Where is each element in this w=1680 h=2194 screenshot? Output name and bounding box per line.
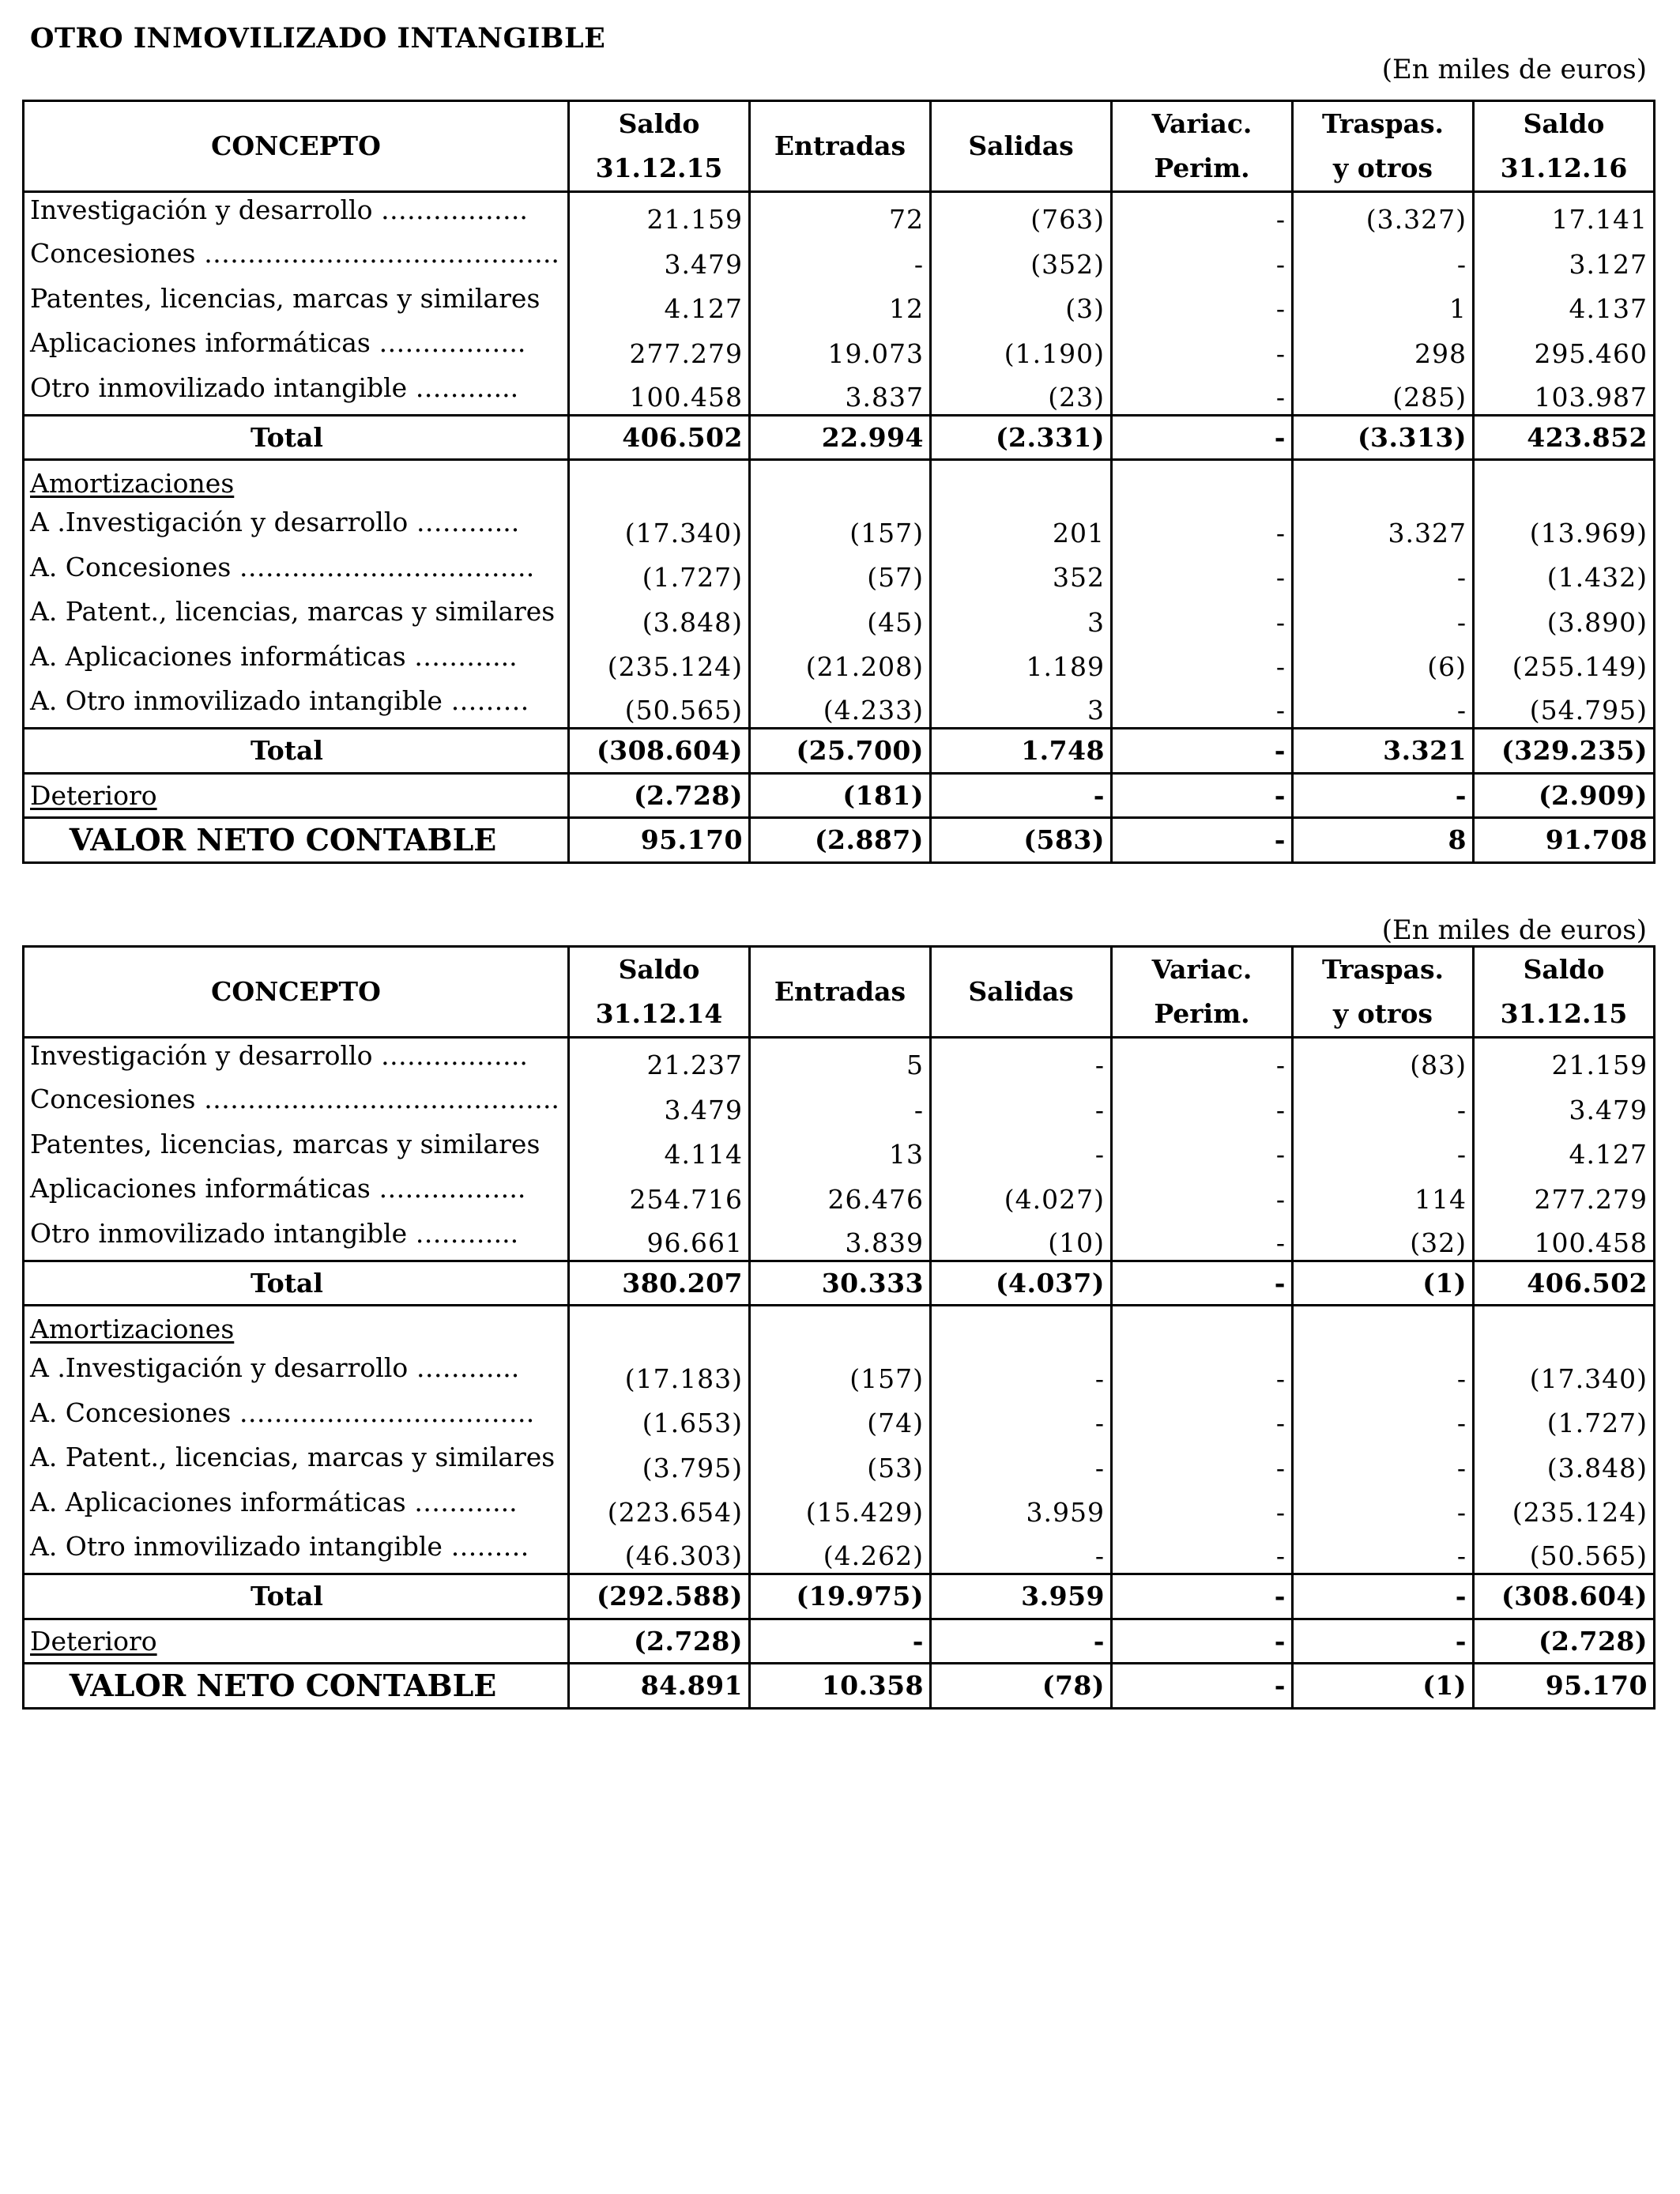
- col-header-traspas-otros: Traspas. y otros: [1293, 947, 1474, 1038]
- header-row: [24, 101, 1655, 192]
- row-label: Otro inmovilizado intangible ………...: [24, 1216, 569, 1261]
- value-cell: 3.127: [1474, 236, 1655, 281]
- value-cell: -: [1112, 1171, 1293, 1216]
- value-cell: 3: [931, 684, 1112, 729]
- value-cell: (3.848): [569, 594, 750, 639]
- col-header-variac-perim: Variac. Perim.: [1112, 947, 1293, 1038]
- value-cell: -: [1293, 236, 1474, 281]
- value-cell: -: [1293, 594, 1474, 639]
- value-cell: -: [1293, 1529, 1474, 1574]
- table-row: [24, 236, 1655, 281]
- col-header-concepto: CONCEPTO: [24, 101, 569, 192]
- value-cell: -: [1112, 684, 1293, 729]
- table-row: [24, 1038, 1655, 1083]
- row-label: A. Aplicaciones informáticas ………...: [24, 1485, 569, 1530]
- col-header-saldo-inicial: Saldo 31.12.14: [569, 947, 750, 1038]
- row-label: A. Otro inmovilizado intangible ………: [24, 684, 569, 729]
- value-cell: (2.728): [569, 773, 750, 818]
- value-cell: (23): [931, 371, 1112, 416]
- value-cell: 201: [931, 505, 1112, 550]
- value-cell: -: [1112, 1574, 1293, 1619]
- value-cell: 1.748: [931, 729, 1112, 774]
- section-heading-row: [24, 460, 1655, 506]
- value-cell: (17.183): [569, 1351, 750, 1396]
- value-cell: (352): [931, 236, 1112, 281]
- value-cell: (3): [931, 281, 1112, 326]
- value-cell: 254.716: [569, 1171, 750, 1216]
- value-cell: 352: [931, 550, 1112, 595]
- value-cell: 91.708: [1474, 818, 1655, 863]
- row-label: Concesiones …………………………………..: [24, 1082, 569, 1127]
- value-cell: 8: [1293, 818, 1474, 863]
- vnc-label: VALOR NETO CONTABLE: [24, 1664, 569, 1709]
- value-cell: (3.327): [1293, 192, 1474, 237]
- value-cell: 4.114: [569, 1127, 750, 1172]
- table-row: [24, 281, 1655, 326]
- value-cell: (45): [750, 594, 931, 639]
- value-cell: -: [1293, 773, 1474, 818]
- value-cell: (74): [750, 1396, 931, 1441]
- value-cell: (53): [750, 1440, 931, 1485]
- table-row: [24, 550, 1655, 595]
- total-row: [24, 415, 1655, 460]
- value-cell: (1): [1293, 1664, 1474, 1709]
- value-cell: 103.987: [1474, 371, 1655, 416]
- col-header-salidas: Salidas: [931, 947, 1112, 1038]
- value-cell: 380.207: [569, 1261, 750, 1306]
- value-cell: (57): [750, 550, 931, 595]
- value-cell: (1.190): [931, 326, 1112, 371]
- table-row: [24, 505, 1655, 550]
- value-cell: (3.313): [1293, 415, 1474, 460]
- vnc-label: VALOR NETO CONTABLE: [24, 818, 569, 863]
- value-cell: -: [1112, 326, 1293, 371]
- value-cell: 96.661: [569, 1216, 750, 1261]
- value-cell: (2.728): [1474, 1619, 1655, 1664]
- col-header-concepto: CONCEPTO: [24, 947, 569, 1038]
- value-cell: 4.127: [1474, 1127, 1655, 1172]
- value-cell: -: [1293, 1619, 1474, 1664]
- table-row: [24, 1485, 1655, 1530]
- value-cell: (308.604): [1474, 1574, 1655, 1619]
- value-cell: (157): [750, 1351, 931, 1396]
- value-cell: 3.327: [1293, 505, 1474, 550]
- value-cell: -: [1112, 594, 1293, 639]
- value-cell: -: [1293, 1485, 1474, 1530]
- value-cell: 4.137: [1474, 281, 1655, 326]
- value-cell: (19.975): [750, 1574, 931, 1619]
- value-cell: -: [1112, 1529, 1293, 1574]
- row-label: Aplicaciones informáticas ……………..: [24, 326, 569, 371]
- value-cell: (1.653): [569, 1396, 750, 1441]
- value-cell: -: [931, 1038, 1112, 1083]
- units-note: (En miles de euros): [1381, 54, 1647, 85]
- table-row: [24, 1351, 1655, 1396]
- col-header-saldo-inicial: Saldo 31.12.15: [569, 101, 750, 192]
- table-row: [24, 639, 1655, 684]
- row-label: Investigación y desarrollo ……………..: [24, 1038, 569, 1083]
- value-cell: (10): [931, 1216, 1112, 1261]
- value-cell: -: [1112, 505, 1293, 550]
- value-cell: (2.728): [569, 1619, 750, 1664]
- value-cell: 3.959: [931, 1574, 1112, 1619]
- value-cell: 12: [750, 281, 931, 326]
- row-label: Otro inmovilizado intangible ………...: [24, 371, 569, 416]
- deterioro-row: [24, 1619, 1655, 1664]
- col-header-entradas: Entradas: [750, 101, 931, 192]
- value-cell: 22.994: [750, 415, 931, 460]
- value-cell: -: [750, 1619, 931, 1664]
- value-cell: (2.909): [1474, 773, 1655, 818]
- table-row: [24, 1440, 1655, 1485]
- row-label: A. Concesiones …………………………….: [24, 550, 569, 595]
- table-row: [24, 594, 1655, 639]
- total-label: Total: [24, 1261, 569, 1306]
- value-cell: -: [1293, 1574, 1474, 1619]
- section-heading-row: [24, 1306, 1655, 1351]
- value-cell: 72: [750, 192, 931, 237]
- value-cell: -: [1112, 1216, 1293, 1261]
- total-label: Total: [24, 729, 569, 774]
- units-note: (En miles de euros): [1381, 914, 1647, 946]
- value-cell: 100.458: [569, 371, 750, 416]
- value-cell: (17.340): [1474, 1351, 1655, 1396]
- value-cell: 298: [1293, 326, 1474, 371]
- value-cell: (157): [750, 505, 931, 550]
- value-cell: (78): [931, 1664, 1112, 1709]
- row-label: A .Investigación y desarrollo ………...: [24, 505, 569, 550]
- value-cell: 277.279: [569, 326, 750, 371]
- value-cell: (50.565): [1474, 1529, 1655, 1574]
- value-cell: 3.479: [569, 1082, 750, 1127]
- value-cell: 21.159: [569, 192, 750, 237]
- value-cell: 1.189: [931, 639, 1112, 684]
- col-header-saldo-final: Saldo 31.12.16: [1474, 101, 1655, 192]
- row-label: A. Concesiones …………………………….: [24, 1396, 569, 1441]
- value-cell: 3.479: [569, 236, 750, 281]
- deterioro-row: [24, 773, 1655, 818]
- value-cell: (13.969): [1474, 505, 1655, 550]
- value-cell: -: [1112, 729, 1293, 774]
- value-cell: 21.237: [569, 1038, 750, 1083]
- value-cell: -: [1112, 639, 1293, 684]
- value-cell: -: [931, 1440, 1112, 1485]
- value-cell: -: [1293, 1351, 1474, 1396]
- value-cell: -: [1112, 1351, 1293, 1396]
- value-cell: (285): [1293, 371, 1474, 416]
- value-cell: (235.124): [569, 639, 750, 684]
- col-header-saldo-final: Saldo 31.12.15: [1474, 947, 1655, 1038]
- value-cell: (50.565): [569, 684, 750, 729]
- value-cell: 406.502: [1474, 1261, 1655, 1306]
- value-cell: (54.795): [1474, 684, 1655, 729]
- value-cell: 3.839: [750, 1216, 931, 1261]
- value-cell: 4.127: [569, 281, 750, 326]
- value-cell: (4.027): [931, 1171, 1112, 1216]
- value-cell: 21.159: [1474, 1038, 1655, 1083]
- value-cell: (17.340): [569, 505, 750, 550]
- value-cell: (1.432): [1474, 550, 1655, 595]
- intangible-table-2015: [22, 945, 1656, 1710]
- value-cell: 3.479: [1474, 1082, 1655, 1127]
- value-cell: 3.321: [1293, 729, 1474, 774]
- value-cell: -: [931, 1396, 1112, 1441]
- value-cell: 19.073: [750, 326, 931, 371]
- table-row: [24, 1396, 1655, 1441]
- value-cell: -: [1293, 684, 1474, 729]
- amortizaciones-heading: Amortizaciones: [30, 467, 235, 499]
- total-label: Total: [24, 1574, 569, 1619]
- value-cell: -: [931, 773, 1112, 818]
- value-cell: (4.233): [750, 684, 931, 729]
- value-cell: 3: [931, 594, 1112, 639]
- value-cell: -: [931, 1351, 1112, 1396]
- value-cell: -: [1112, 1396, 1293, 1441]
- value-cell: -: [1112, 192, 1293, 237]
- value-cell: 95.170: [1474, 1664, 1655, 1709]
- value-cell: -: [1112, 281, 1293, 326]
- value-cell: 114: [1293, 1171, 1474, 1216]
- value-cell: -: [1112, 818, 1293, 863]
- value-cell: 423.852: [1474, 415, 1655, 460]
- amortizaciones-heading: Amortizaciones: [30, 1313, 235, 1344]
- value-cell: (235.124): [1474, 1485, 1655, 1530]
- value-cell: (292.588): [569, 1574, 750, 1619]
- total-label: Total: [24, 415, 569, 460]
- amortization-total-row: [24, 1574, 1655, 1619]
- value-cell: -: [1112, 415, 1293, 460]
- value-cell: -: [1112, 1261, 1293, 1306]
- value-cell: -: [1112, 1485, 1293, 1530]
- table-row: [24, 1529, 1655, 1574]
- value-cell: (4.262): [750, 1529, 931, 1574]
- value-cell: 26.476: [750, 1171, 931, 1216]
- value-cell: -: [1293, 550, 1474, 595]
- value-cell: -: [750, 236, 931, 281]
- value-cell: -: [1112, 550, 1293, 595]
- value-cell: 1: [1293, 281, 1474, 326]
- value-cell: 17.141: [1474, 192, 1655, 237]
- value-cell: (83): [1293, 1038, 1474, 1083]
- value-cell: -: [931, 1127, 1112, 1172]
- value-cell: (2.887): [750, 818, 931, 863]
- row-label: Patentes, licencias, marcas y similares: [24, 281, 569, 326]
- table-row: [24, 1216, 1655, 1261]
- value-cell: 100.458: [1474, 1216, 1655, 1261]
- value-cell: -: [1112, 236, 1293, 281]
- value-cell: (255.149): [1474, 639, 1655, 684]
- value-cell: (32): [1293, 1216, 1474, 1261]
- col-header-variac-perim: Variac. Perim.: [1112, 101, 1293, 192]
- value-cell: -: [931, 1082, 1112, 1127]
- value-cell: -: [1112, 1082, 1293, 1127]
- value-cell: 30.333: [750, 1261, 931, 1306]
- value-cell: 95.170: [569, 818, 750, 863]
- value-cell: -: [1112, 371, 1293, 416]
- row-label: Aplicaciones informáticas ……………..: [24, 1171, 569, 1216]
- value-cell: -: [1112, 1038, 1293, 1083]
- row-label: Investigación y desarrollo ……………..: [24, 192, 569, 237]
- value-cell: -: [1293, 1127, 1474, 1172]
- valor-neto-contable-row: [24, 818, 1655, 863]
- value-cell: 3.837: [750, 371, 931, 416]
- value-cell: 295.460: [1474, 326, 1655, 371]
- intangible-table-2016: [22, 100, 1656, 864]
- table-row: [24, 1171, 1655, 1216]
- deterioro-label: Deterioro: [30, 1625, 157, 1657]
- total-row: [24, 1261, 1655, 1306]
- col-header-traspas-otros: Traspas. y otros: [1293, 101, 1474, 192]
- row-label: A. Patent., licencias, marcas y similares: [24, 594, 569, 639]
- value-cell: (223.654): [569, 1485, 750, 1530]
- value-cell: (181): [750, 773, 931, 818]
- table-row: [24, 326, 1655, 371]
- value-cell: -: [1112, 1127, 1293, 1172]
- header-row: [24, 947, 1655, 1038]
- table-row: [24, 371, 1655, 416]
- value-cell: (3.890): [1474, 594, 1655, 639]
- amortization-total-row: [24, 729, 1655, 774]
- value-cell: 277.279: [1474, 1171, 1655, 1216]
- table-row: [24, 684, 1655, 729]
- value-cell: (308.604): [569, 729, 750, 774]
- value-cell: -: [1112, 1664, 1293, 1709]
- value-cell: -: [750, 1082, 931, 1127]
- col-header-salidas: Salidas: [931, 101, 1112, 192]
- row-label: Patentes, licencias, marcas y similares: [24, 1127, 569, 1172]
- value-cell: (3.848): [1474, 1440, 1655, 1485]
- value-cell: (3.795): [569, 1440, 750, 1485]
- value-cell: (15.429): [750, 1485, 931, 1530]
- value-cell: -: [1112, 1619, 1293, 1664]
- value-cell: -: [1112, 773, 1293, 818]
- row-label: Concesiones …………………………………..: [24, 236, 569, 281]
- row-label: A .Investigación y desarrollo ………...: [24, 1351, 569, 1396]
- value-cell: (1.727): [1474, 1396, 1655, 1441]
- value-cell: 5: [750, 1038, 931, 1083]
- deterioro-label: Deterioro: [30, 779, 157, 811]
- value-cell: (1.727): [569, 550, 750, 595]
- value-cell: (1): [1293, 1261, 1474, 1306]
- value-cell: (329.235): [1474, 729, 1655, 774]
- row-label: A. Aplicaciones informáticas ………...: [24, 639, 569, 684]
- value-cell: (4.037): [931, 1261, 1112, 1306]
- value-cell: -: [931, 1529, 1112, 1574]
- value-cell: 3.959: [931, 1485, 1112, 1530]
- value-cell: (46.303): [569, 1529, 750, 1574]
- value-cell: 84.891: [569, 1664, 750, 1709]
- value-cell: 10.358: [750, 1664, 931, 1709]
- value-cell: 406.502: [569, 415, 750, 460]
- table-row: [24, 192, 1655, 237]
- value-cell: -: [1293, 1440, 1474, 1485]
- value-cell: (763): [931, 192, 1112, 237]
- page-title: OTRO INMOVILIZADO INTANGIBLE: [30, 22, 606, 55]
- table-row: [24, 1127, 1655, 1172]
- value-cell: (583): [931, 818, 1112, 863]
- row-label: A. Otro inmovilizado intangible ………: [24, 1529, 569, 1574]
- value-cell: -: [1293, 1082, 1474, 1127]
- value-cell: (21.208): [750, 639, 931, 684]
- value-cell: -: [1293, 1396, 1474, 1441]
- row-label: A. Patent., licencias, marcas y similares: [24, 1440, 569, 1485]
- table-row: [24, 1082, 1655, 1127]
- valor-neto-contable-row: [24, 1664, 1655, 1709]
- value-cell: (6): [1293, 639, 1474, 684]
- value-cell: (2.331): [931, 415, 1112, 460]
- value-cell: (25.700): [750, 729, 931, 774]
- value-cell: 13: [750, 1127, 931, 1172]
- col-header-entradas: Entradas: [750, 947, 931, 1038]
- value-cell: -: [1112, 1440, 1293, 1485]
- value-cell: -: [931, 1619, 1112, 1664]
